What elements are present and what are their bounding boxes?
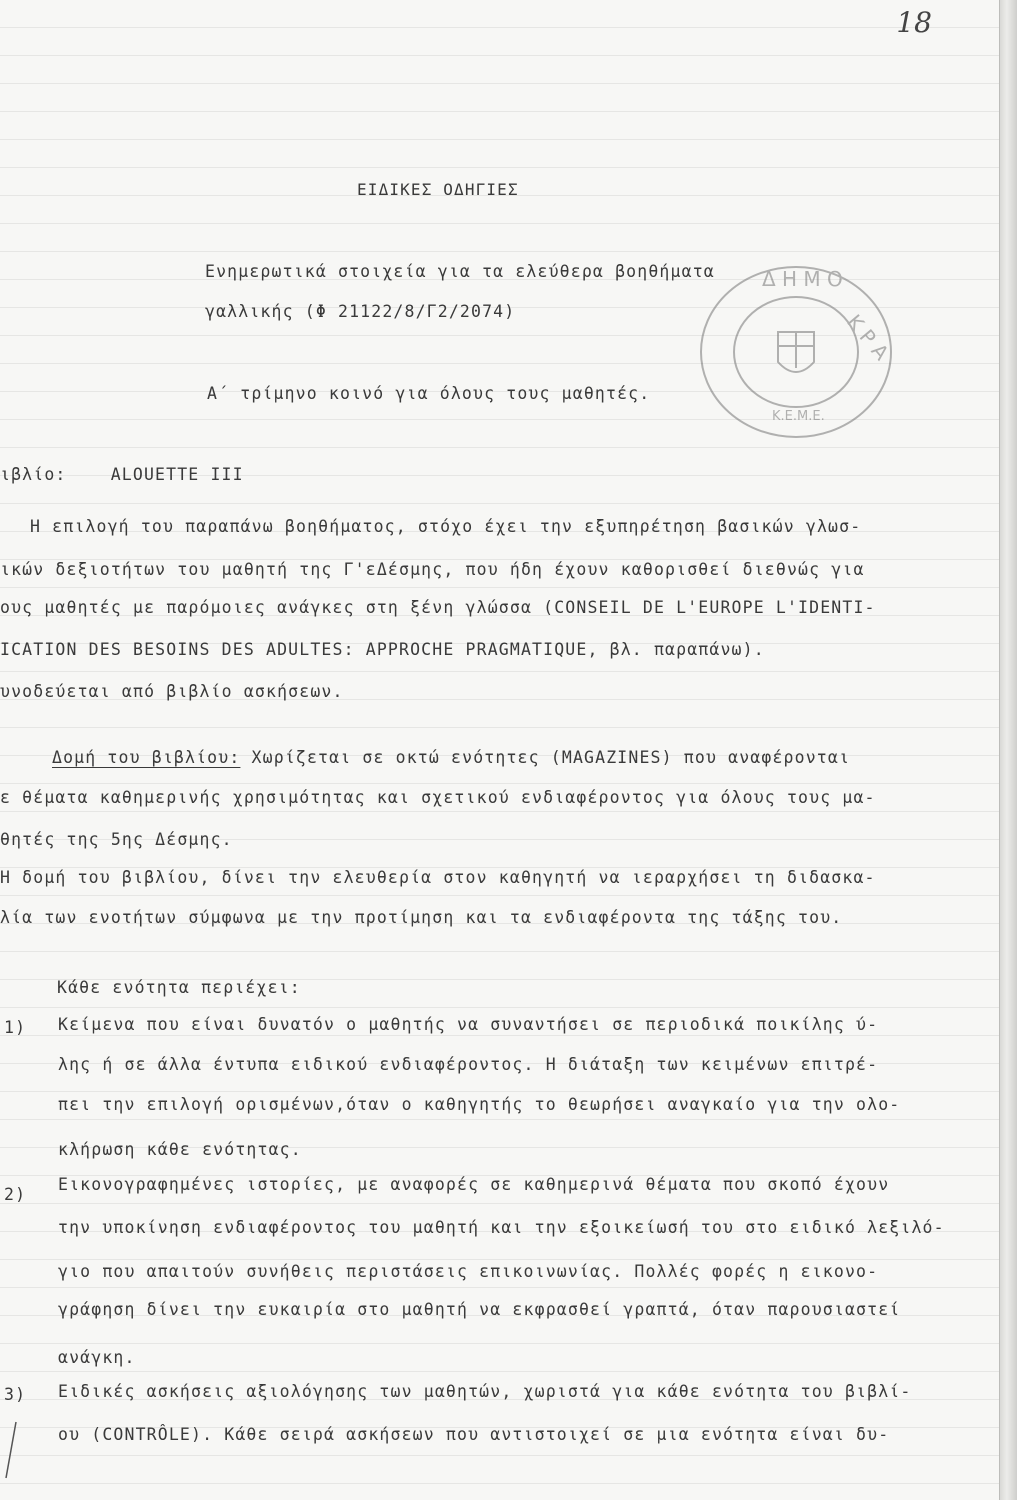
structure-heading: Δομή του βιβλίου: — [52, 748, 241, 767]
item-number: 1) — [4, 1018, 27, 1037]
document-title: ΕΙΔΙΚΕΣ ΟΔΗΓΙΕΣ — [357, 180, 519, 199]
item-line: Κείμενα που είναι δυνατόν ο μαθητής να συναντήσει σε περιοδικά ποικίλης ύ- — [58, 1015, 879, 1034]
paragraph2-line: θητές της 5ης Δέσμης. — [0, 830, 233, 849]
item-line: Ειδικές ασκήσεις αξιολόγησης των μαθητών, χωριστά για κάθε ενότητα του βιβλί- — [58, 1382, 912, 1401]
item-line: κλήρωση κάθε ενότητας. — [58, 1140, 302, 1159]
margin-pen-mark — [4, 1420, 18, 1480]
paragraph2-line: λία των ενοτήτων σύμφωνα με την προτίμηση και τα ενδιαφέροντα της τάξης του. — [0, 908, 843, 927]
trimester-note: Α΄ τρίμηνο κοινό για όλους τους μαθητές. — [207, 384, 651, 403]
item-number: 2) — [4, 1185, 27, 1204]
subtitle-line-2: γαλλικής (Φ 21122/8/Γ2/2074) — [205, 302, 516, 321]
paragraph1-line: υνοδεύεται από βιβλίο ασκήσεων. — [0, 682, 344, 701]
item-number: 3) — [4, 1385, 27, 1404]
item-line: την υποκίνηση ενδιαφέροντος του μαθητή και την εξοικείωσή του στο ειδικό λεξιλό- — [58, 1218, 945, 1237]
book-name: ALOUETTE III — [110, 465, 244, 484]
paragraph1-line: ικών δεξιοτήτων του μαθητή της Γ'εΔέσμης, που ήδη έχουν καθορισθεί διεθνώς για — [0, 560, 865, 579]
book-label: ιβλίο: — [0, 465, 67, 484]
paragraph1-line: ICATION DES BESOINS DES ADULTES: APPROCHE PRAGMATIQUE, βλ. παραπάνω). — [0, 640, 765, 659]
paragraph2-line: ε θέματα καθημερινής χρησιμότητας και σχετικού ενδιαφέροντος για όλους τους μα- — [0, 788, 876, 807]
structure-first-line — [52, 748, 850, 767]
subtitle-line-1: Ενημερωτικά στοιχεία για τα ελεύθερα βοηθήματα — [205, 262, 715, 281]
svg-text:Κ.Ε.Μ.Ε.: Κ.Ε.Μ.Ε. — [772, 409, 825, 424]
svg-text:Δ Η Μ Ο: Δ Η Μ Ο — [762, 267, 843, 291]
paragraph1-line: Η επιλογή του παραπάνω βοηθήματος, στόχο έχει την εξυπηρέτηση βασικών γλωσ- — [30, 517, 862, 536]
page-edge-shadow — [999, 0, 1017, 1500]
svg-text:Κ Ρ Α: Κ Ρ Α — [842, 309, 894, 365]
paragraph2-line: Η δομή του βιβλίου, δίνει την ελευθερία στον καθηγητή να ιεραρχήσει τη διδασκα- — [0, 868, 876, 887]
paragraph1-line: ους μαθητές με παρόμοιες ανάγκες στη ξένη γλώσσα (CONSEIL DE L'EUROPE L'IDENTI- — [0, 598, 876, 617]
item-line: ανάγκη. — [58, 1348, 136, 1367]
item-line: λης ή σε άλλα έντυπα ειδικού ενδιαφέροντος. Η διάταξη των κειμένων επιτρέ- — [58, 1055, 879, 1074]
official-stamp-seal — [696, 262, 896, 442]
page-number: 18 — [896, 6, 932, 39]
item-line: πει την επιλογή ορισμένων,όταν ο καθηγητής το θεωρήσει αναγκαίο για την ολο- — [58, 1095, 901, 1114]
item-line: ου (CONTRÔLE). Κάθε σειρά ασκήσεων που αντιστοιχεί σε μια ενότητα είναι δυ- — [58, 1425, 890, 1444]
item-line: γιο που απαιτούν συνήθεις περιστάσεις επικοινωνίας. Πολλές φορές η εικονο- — [58, 1262, 879, 1281]
each-unit-heading: Κάθε ενότητα περιέχει: — [57, 978, 301, 997]
item-line: Εικονογραφημένες ιστορίες, με αναφορές σε καθημερινά θέματα που σκοπό έχουν — [58, 1175, 890, 1194]
book-line — [0, 465, 244, 484]
item-line: γράφηση δίνει την ευκαιρία στο μαθητή να εκφρασθεί γραπτά, όταν παρουσιαστεί — [58, 1300, 901, 1319]
structure-first-text: Χωρίζεται σε οκτώ ενότητες (MAGAZINES) που αναφέρονται — [240, 748, 851, 767]
